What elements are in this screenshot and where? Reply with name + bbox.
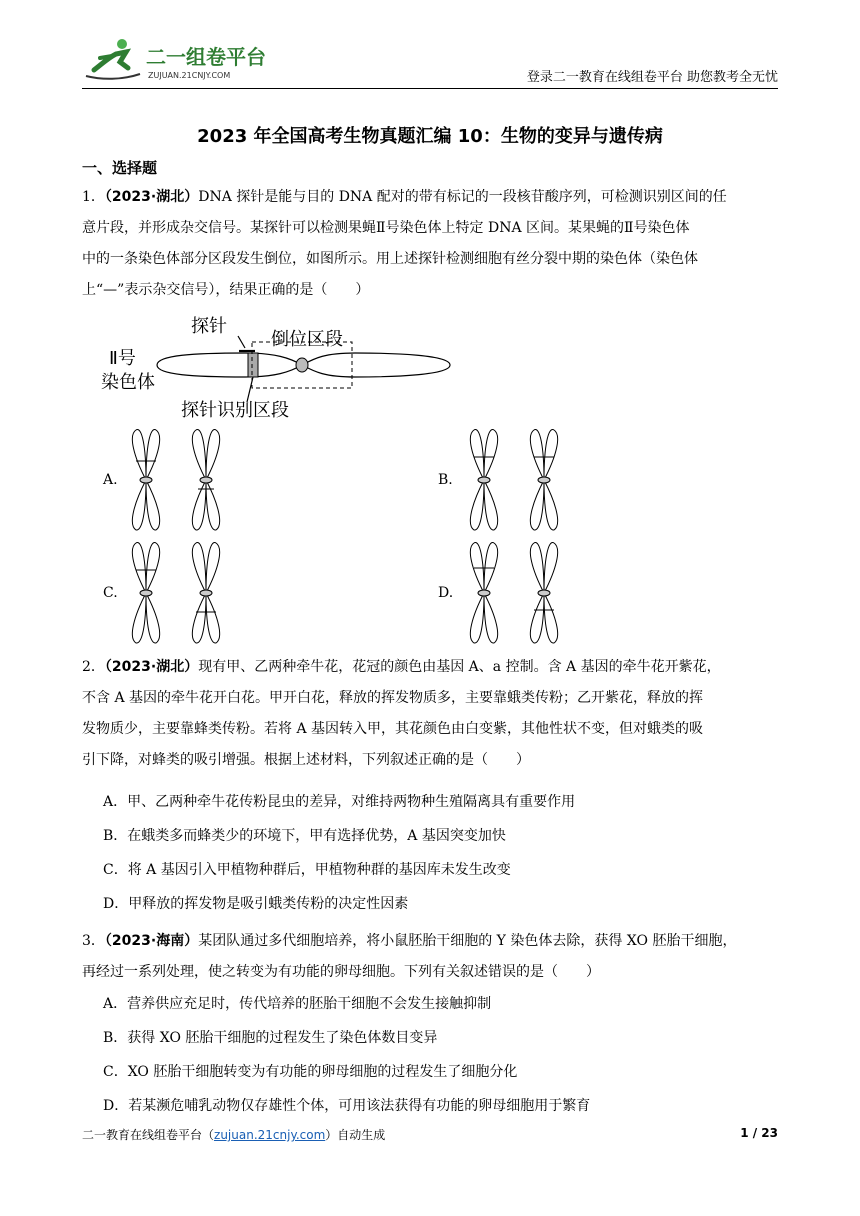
q1-line-1 bbox=[82, 182, 778, 213]
option-a-chromosomes bbox=[122, 427, 242, 533]
label-chromosome-1: Ⅱ号 bbox=[109, 348, 136, 369]
chromatid-pair bbox=[192, 430, 219, 531]
chromatid-pair bbox=[132, 543, 159, 644]
q1-text-1: DNA 探针是能与目的 DNA 配对的带有标记的一段核苷酸序列，可检测识别区间的任 bbox=[198, 189, 727, 205]
question-3 bbox=[82, 926, 778, 988]
q1-option-c-label: C. bbox=[103, 585, 118, 601]
q2-line-4: 引下降，对蜂类的吸引增强。根据上述材料，下列叙述正确的是（ ） bbox=[82, 752, 530, 768]
site-logo bbox=[82, 36, 282, 82]
chromatid-pair bbox=[470, 543, 497, 644]
q1-option-b-label: B. bbox=[438, 472, 453, 488]
q1-number: 1． bbox=[82, 189, 105, 205]
label-chromosome-2: 染色体 bbox=[101, 372, 155, 393]
q3-option-a: A．营养供应充足时，传代培养的胚胎干细胞不会发生接触抑制 bbox=[103, 996, 492, 1012]
centromere bbox=[296, 358, 308, 372]
chromatid-pair bbox=[530, 543, 557, 644]
chromatid-pair bbox=[470, 430, 497, 531]
chromosome-left-arm bbox=[157, 353, 302, 377]
q2-line-2: 不含 A 基因的牵牛花开白花。甲开白花，释放的挥发物质多，主要靠蛾类传粉；乙开紫花，释放的挥 bbox=[82, 690, 704, 706]
logo-title: 二一组卷平台 bbox=[146, 45, 266, 69]
chromatid-pair bbox=[530, 430, 557, 531]
q3-text-1: 某团队通过多代细胞培养，将小鼠胚胎干细胞的 Y 染色体去除，获得 XO 胚胎干细胞， bbox=[198, 933, 737, 949]
label-probe-region: 探针识别区段 bbox=[181, 400, 289, 421]
page-number: 1 / 23 bbox=[740, 1126, 778, 1140]
q3-line-1 bbox=[82, 926, 778, 957]
probe-pointer bbox=[238, 336, 245, 348]
chromatid-pair bbox=[132, 430, 159, 531]
q2-line-1 bbox=[82, 652, 778, 683]
q2-number: 2． bbox=[82, 659, 105, 675]
label-inversion: 倒位区段 bbox=[271, 329, 343, 350]
label-probe: 探针 bbox=[191, 316, 227, 337]
option-d-chromosomes bbox=[460, 540, 580, 646]
page-title: 2023 年全国高考生物真题汇编 10：生物的变异与遗传病 bbox=[197, 126, 663, 147]
q3-number: 3． bbox=[82, 933, 105, 949]
q3-option-b: B．获得 XO 胚胎干细胞的过程发生了染色体数目变异 bbox=[103, 1030, 438, 1046]
footer-link[interactable]: zujuan.21cnjy.com bbox=[214, 1128, 326, 1142]
logo-subtitle: ZUJUAN.21CNJY.COM bbox=[148, 71, 231, 80]
q1-source: （2023·湖北） bbox=[104, 189, 199, 205]
q3-option-d: D．若某濒危哺乳动物仅存雄性个体，可用该法获得有功能的卵母细胞用于繁育 bbox=[103, 1098, 591, 1114]
q2-option-b: B．在蛾类多而蜂类少的环境下，甲有选择优势，A 基因突变加快 bbox=[103, 828, 506, 844]
chromosome-right-arm bbox=[302, 353, 450, 377]
q2-option-d: D．甲释放的挥发物是吸引蛾类传粉的决定性因素 bbox=[103, 896, 409, 912]
q2-option-a: A．甲、乙两种牵牛花传粉昆虫的差异，对维持两物种生殖隔离具有重要作用 bbox=[103, 794, 576, 810]
footer-prefix: 二一教育在线组卷平台（ bbox=[82, 1128, 215, 1142]
section-heading: 一、选择题 bbox=[82, 159, 158, 177]
q2-source: （2023·湖北） bbox=[104, 659, 199, 675]
q3-option-c: C．XO 胚胎干细胞转变为有功能的卵母细胞的过程发生了细胞分化 bbox=[103, 1064, 518, 1080]
header-divider bbox=[82, 88, 778, 89]
footer-suffix: ）自动生成 bbox=[325, 1128, 386, 1142]
q2-line-3: 发物质少，主要靠蜂类传粉。若将 A 基因转入甲，其花颜色由白变紫，其他性状不变，但对蛾类的吸 bbox=[82, 721, 704, 737]
q1-line-4: 上“—”表示杂交信号），结果正确的是（ ） bbox=[82, 282, 370, 298]
region-pointer bbox=[247, 377, 253, 402]
header-slogan: 登录二一教育在线组卷平台 助您教考全无忧 bbox=[526, 70, 778, 85]
q3-source: （2023·海南） bbox=[104, 933, 199, 949]
option-b-chromosomes bbox=[460, 427, 580, 533]
q1-line-2: 意片段，并形成杂交信号。某探针可以检测果蝇Ⅱ号染色体上特定 DNA 区间。某果蝇的Ⅱ号染色体 bbox=[82, 220, 690, 236]
question-1 bbox=[82, 182, 778, 306]
runner-logo-icon bbox=[82, 36, 282, 82]
q1-option-a-label: A. bbox=[103, 472, 118, 488]
chromosome-diagram bbox=[95, 310, 465, 422]
footer-source bbox=[82, 1126, 385, 1143]
q3-line-2: 再经过一系列处理，使之转变为有功能的卵母细胞。下列有关叙述错误的是（ ） bbox=[82, 964, 600, 980]
q1-option-d-label: D. bbox=[438, 585, 454, 601]
chromatid-pair bbox=[192, 543, 219, 644]
question-2 bbox=[82, 652, 778, 776]
option-c-chromosomes bbox=[122, 540, 242, 646]
q2-text-1: 现有甲、乙两种牵牛花，花冠的颜色由基因 A、a 控制。含 A 基因的牵牛花开紫花， bbox=[198, 659, 721, 675]
q2-option-c: C．将 A 基因引入甲植物种群后，甲植物种群的基因库未发生改变 bbox=[103, 862, 511, 878]
probe-region bbox=[248, 353, 258, 377]
q1-line-3: 中的一条染色体部分区段发生倒位，如图所示。用上述探针检测细胞有丝分裂中期的染色体（染色体 bbox=[82, 251, 698, 267]
